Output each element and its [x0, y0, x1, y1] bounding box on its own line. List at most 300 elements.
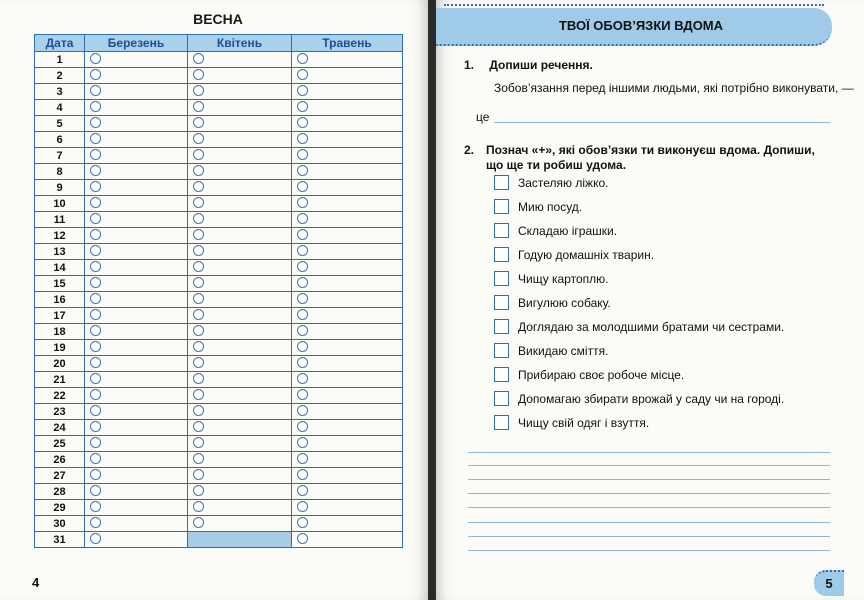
mark-circle-icon[interactable]	[193, 453, 204, 464]
mark-circle-icon[interactable]	[297, 213, 308, 224]
calendar-cell-march[interactable]	[85, 148, 188, 164]
calendar-cell-may[interactable]	[292, 260, 403, 276]
calendar-cell-april[interactable]	[188, 420, 292, 436]
mark-circle-icon[interactable]	[297, 69, 308, 80]
calendar-cell-may[interactable]	[292, 196, 403, 212]
mark-circle-icon[interactable]	[193, 261, 204, 272]
mark-circle-icon[interactable]	[90, 485, 101, 496]
calendar-cell-april[interactable]	[188, 324, 292, 340]
mark-circle-icon[interactable]	[297, 197, 308, 208]
mark-circle-icon[interactable]	[297, 261, 308, 272]
day-number: 31	[35, 532, 85, 548]
header-date: Дата	[35, 35, 85, 52]
calendar-cell-april[interactable]	[188, 500, 292, 516]
calendar-row	[35, 484, 403, 500]
calendar-cell-march[interactable]	[85, 500, 188, 516]
mark-circle-icon[interactable]	[90, 53, 101, 64]
calendar-cell-march[interactable]	[85, 116, 188, 132]
mark-circle-icon[interactable]	[90, 325, 101, 336]
day-number: 18	[35, 324, 85, 340]
mark-circle-icon[interactable]	[90, 261, 101, 272]
calendar-row	[35, 532, 403, 548]
day-number: 13	[35, 244, 85, 260]
day-number: 23	[35, 404, 85, 420]
mark-circle-icon[interactable]	[297, 277, 308, 288]
day-number: 3	[35, 84, 85, 100]
calendar-row	[35, 148, 403, 164]
mark-circle-icon[interactable]	[90, 437, 101, 448]
mark-circle-icon[interactable]	[193, 245, 204, 256]
calendar-row	[35, 244, 403, 260]
calendar-cell-may[interactable]	[292, 68, 403, 84]
calendar-cell-may[interactable]	[292, 148, 403, 164]
day-number: 27	[35, 468, 85, 484]
mark-circle-icon[interactable]	[90, 85, 101, 96]
answer-line[interactable]	[468, 522, 830, 523]
mark-circle-icon[interactable]	[297, 85, 308, 96]
day-number: 8	[35, 164, 85, 180]
calendar-cell-march[interactable]	[85, 196, 188, 212]
mark-circle-icon[interactable]	[297, 133, 308, 144]
day-number: 20	[35, 356, 85, 372]
duty-label: Мию посуд.	[518, 200, 583, 214]
mark-circle-icon[interactable]	[297, 53, 308, 64]
calendar-cell-april[interactable]	[188, 116, 292, 132]
mark-circle-icon[interactable]	[297, 245, 308, 256]
calendar-cell-april[interactable]	[188, 100, 292, 116]
mark-circle-icon[interactable]	[90, 181, 101, 192]
mark-circle-icon[interactable]	[90, 277, 101, 288]
answer-line[interactable]	[468, 507, 830, 508]
mark-circle-icon[interactable]	[90, 421, 101, 432]
day-number: 19	[35, 340, 85, 356]
calendar-cell-march[interactable]	[85, 180, 188, 196]
calendar-cell-april[interactable]	[188, 228, 292, 244]
mark-circle-icon[interactable]	[193, 517, 204, 528]
calendar-cell-may[interactable]	[292, 132, 403, 148]
calendar-cell-march[interactable]	[85, 468, 188, 484]
calendar-cell-april[interactable]	[188, 484, 292, 500]
day-number: 16	[35, 292, 85, 308]
calendar-cell-march[interactable]	[85, 292, 188, 308]
right-page	[436, 0, 864, 600]
mark-circle-icon[interactable]	[297, 149, 308, 160]
mark-circle-icon[interactable]	[193, 101, 204, 112]
page-number-right: 5	[814, 570, 844, 596]
mark-circle-icon[interactable]	[297, 389, 308, 400]
task-1-sentence: Зобов’язання перед іншими людьми, які потрібно виконувати, —	[494, 81, 854, 95]
mark-circle-icon[interactable]	[297, 437, 308, 448]
mark-circle-icon[interactable]	[297, 293, 308, 304]
day-number: 6	[35, 132, 85, 148]
calendar-cell-may[interactable]	[292, 532, 403, 548]
mark-circle-icon[interactable]	[193, 405, 204, 416]
calendar-row	[35, 388, 403, 404]
mark-circle-icon[interactable]	[297, 341, 308, 352]
calendar-cell-april[interactable]	[188, 148, 292, 164]
calendar-cell-march[interactable]	[85, 420, 188, 436]
mark-circle-icon[interactable]	[193, 53, 204, 64]
duty-label: Доглядаю за молодшими братами чи сестрами.	[518, 320, 785, 334]
mark-circle-icon[interactable]	[297, 165, 308, 176]
mark-circle-icon[interactable]	[297, 469, 308, 480]
mark-circle-icon[interactable]	[297, 405, 308, 416]
mark-circle-icon[interactable]	[193, 293, 204, 304]
calendar-cell-march[interactable]	[85, 516, 188, 532]
calendar-cell-may[interactable]	[292, 324, 403, 340]
mark-circle-icon[interactable]	[193, 117, 204, 128]
mark-circle-icon[interactable]	[297, 309, 308, 320]
calendar-cell-may[interactable]	[292, 84, 403, 100]
mark-circle-icon[interactable]	[90, 229, 101, 240]
calendar-cell-may[interactable]	[292, 116, 403, 132]
mark-circle-icon[interactable]	[90, 341, 101, 352]
calendar-cell-may[interactable]	[292, 356, 403, 372]
calendar-cell-april[interactable]	[188, 196, 292, 212]
day-number: 14	[35, 260, 85, 276]
calendar-cell-may[interactable]	[292, 212, 403, 228]
calendar-cell-april[interactable]	[188, 292, 292, 308]
duty-label: Допомагаю збирати врожай у саду чи на городі.	[518, 392, 785, 406]
duty-label: Чищу свій одяг і взуття.	[518, 416, 650, 430]
calendar-row	[35, 260, 403, 276]
left-page	[0, 0, 428, 600]
day-number: 26	[35, 452, 85, 468]
calendar-cell-march[interactable]	[85, 436, 188, 452]
mark-circle-icon[interactable]	[90, 197, 101, 208]
calendar-row	[35, 212, 403, 228]
calendar-cell-march[interactable]	[85, 484, 188, 500]
calendar-cell-march[interactable]	[85, 356, 188, 372]
calendar-cell-march[interactable]	[85, 452, 188, 468]
mark-circle-icon[interactable]	[90, 469, 101, 480]
mark-circle-icon[interactable]	[193, 149, 204, 160]
calendar-cell-march[interactable]	[85, 228, 188, 244]
duty-checkbox[interactable]	[494, 415, 509, 430]
mark-circle-icon[interactable]	[90, 373, 101, 384]
spring-calendar-table	[34, 34, 403, 548]
answer-line[interactable]	[468, 479, 830, 480]
calendar-cell-may[interactable]	[292, 516, 403, 532]
calendar-row	[35, 276, 403, 292]
mark-circle-icon[interactable]	[297, 229, 308, 240]
mark-circle-icon[interactable]	[193, 133, 204, 144]
calendar-cell-unavailable	[188, 532, 292, 548]
mark-circle-icon[interactable]	[90, 357, 101, 368]
day-number: 15	[35, 276, 85, 292]
mark-circle-icon[interactable]	[90, 165, 101, 176]
mark-circle-icon[interactable]	[193, 421, 204, 432]
duty-checkbox[interactable]	[494, 343, 509, 358]
calendar-cell-march[interactable]	[85, 388, 188, 404]
duty-label: Викидаю сміття.	[518, 344, 609, 358]
calendar-cell-may[interactable]	[292, 404, 403, 420]
duty-checkbox[interactable]	[494, 247, 509, 262]
calendar-cell-march[interactable]	[85, 212, 188, 228]
answer-line[interactable]	[468, 452, 830, 453]
calendar-cell-may[interactable]	[292, 308, 403, 324]
calendar-cell-march[interactable]	[85, 532, 188, 548]
mark-circle-icon[interactable]	[193, 325, 204, 336]
answer-line[interactable]	[468, 550, 830, 551]
calendar-row	[35, 372, 403, 388]
mark-circle-icon[interactable]	[297, 117, 308, 128]
calendar-cell-march[interactable]	[85, 260, 188, 276]
calendar-cell-march[interactable]	[85, 404, 188, 420]
duty-label: Вигулюю собаку.	[518, 296, 611, 310]
calendar-cell-april[interactable]	[188, 212, 292, 228]
calendar-cell-march[interactable]	[85, 52, 188, 68]
day-number: 4	[35, 100, 85, 116]
calendar-cell-may[interactable]	[292, 52, 403, 68]
calendar-row	[35, 516, 403, 532]
calendar-row	[35, 500, 403, 516]
calendar-cell-april[interactable]	[188, 340, 292, 356]
header-may: Травень	[292, 35, 403, 52]
task-1-answer-line[interactable]	[494, 122, 830, 123]
answer-line[interactable]	[468, 493, 830, 494]
calendar-row	[35, 420, 403, 436]
duty-label: Годую домашніх тварин.	[518, 248, 655, 262]
mark-circle-icon[interactable]	[297, 501, 308, 512]
mark-circle-icon[interactable]	[297, 373, 308, 384]
calendar-cell-april[interactable]	[188, 308, 292, 324]
day-number: 28	[35, 484, 85, 500]
header-april: Квітень	[188, 35, 292, 52]
day-number: 9	[35, 180, 85, 196]
calendar-cell-april[interactable]	[188, 276, 292, 292]
mark-circle-icon[interactable]	[193, 229, 204, 240]
mark-circle-icon[interactable]	[297, 533, 308, 544]
calendar-cell-may[interactable]	[292, 436, 403, 452]
mark-circle-icon[interactable]	[193, 389, 204, 400]
day-number: 30	[35, 516, 85, 532]
day-number: 7	[35, 148, 85, 164]
mark-circle-icon[interactable]	[90, 133, 101, 144]
calendar-cell-may[interactable]	[292, 244, 403, 260]
mark-circle-icon[interactable]	[297, 421, 308, 432]
mark-circle-icon[interactable]	[193, 197, 204, 208]
calendar-cell-april[interactable]	[188, 68, 292, 84]
calendar-cell-april[interactable]	[188, 132, 292, 148]
calendar-cell-march[interactable]	[85, 164, 188, 180]
calendar-cell-april[interactable]	[188, 244, 292, 260]
answer-line[interactable]	[468, 465, 830, 466]
day-number: 1	[35, 52, 85, 68]
calendar-cell-may[interactable]	[292, 164, 403, 180]
calendar-cell-march[interactable]	[85, 84, 188, 100]
mark-circle-icon[interactable]	[90, 389, 101, 400]
day-number: 2	[35, 68, 85, 84]
mark-circle-icon[interactable]	[90, 405, 101, 416]
duty-label: Прибираю своє робоче місце.	[518, 368, 685, 382]
duty-checkbox[interactable]	[494, 367, 509, 382]
calendar-cell-april[interactable]	[188, 260, 292, 276]
page-number-left: 4	[32, 575, 40, 590]
day-number: 10	[35, 196, 85, 212]
calendar-cell-april[interactable]	[188, 436, 292, 452]
day-number: 21	[35, 372, 85, 388]
answer-line[interactable]	[468, 536, 830, 537]
calendar-row	[35, 356, 403, 372]
duty-checkbox[interactable]	[494, 223, 509, 238]
calendar-cell-april[interactable]	[188, 388, 292, 404]
calendar-body	[35, 52, 403, 548]
mark-circle-icon[interactable]	[193, 341, 204, 352]
mark-circle-icon[interactable]	[193, 309, 204, 320]
calendar-cell-march[interactable]	[85, 372, 188, 388]
calendar-row	[35, 452, 403, 468]
mark-circle-icon[interactable]	[90, 533, 101, 544]
mark-circle-icon[interactable]	[297, 357, 308, 368]
duty-checkbox[interactable]	[494, 175, 509, 190]
mark-circle-icon[interactable]	[193, 357, 204, 368]
mark-circle-icon[interactable]	[193, 469, 204, 480]
mark-circle-icon[interactable]	[193, 85, 204, 96]
mark-circle-icon[interactable]	[90, 453, 101, 464]
calendar-cell-may[interactable]	[292, 340, 403, 356]
mark-circle-icon[interactable]	[90, 293, 101, 304]
calendar-cell-april[interactable]	[188, 404, 292, 420]
mark-circle-icon[interactable]	[90, 213, 101, 224]
calendar-cell-march[interactable]	[85, 308, 188, 324]
mark-circle-icon[interactable]	[193, 501, 204, 512]
mark-circle-icon[interactable]	[193, 373, 204, 384]
calendar-cell-may[interactable]	[292, 468, 403, 484]
day-number: 17	[35, 308, 85, 324]
calendar-cell-may[interactable]	[292, 180, 403, 196]
mark-circle-icon[interactable]	[90, 501, 101, 512]
day-number: 24	[35, 420, 85, 436]
duty-label: Застеляю ліжко.	[518, 176, 609, 190]
task-1-instruction: Допиши речення.	[489, 58, 593, 72]
calendar-cell-may[interactable]	[292, 292, 403, 308]
mark-circle-icon[interactable]	[90, 101, 101, 112]
task-2-number: 2.	[464, 143, 475, 157]
calendar-cell-march[interactable]	[85, 132, 188, 148]
calendar-cell-april[interactable]	[188, 452, 292, 468]
duty-checkbox[interactable]	[494, 271, 509, 286]
header-dots	[444, 4, 824, 6]
calendar-cell-may[interactable]	[292, 228, 403, 244]
mark-circle-icon[interactable]	[90, 149, 101, 160]
mark-circle-icon[interactable]	[193, 437, 204, 448]
calendar-cell-may[interactable]	[292, 484, 403, 500]
calendar-cell-may[interactable]	[292, 276, 403, 292]
task-2	[464, 143, 834, 173]
calendar-row	[35, 52, 403, 68]
calendar-cell-may[interactable]	[292, 452, 403, 468]
calendar-cell-april[interactable]	[188, 516, 292, 532]
calendar-row	[35, 164, 403, 180]
calendar-cell-may[interactable]	[292, 388, 403, 404]
calendar-cell-may[interactable]	[292, 372, 403, 388]
calendar-cell-april[interactable]	[188, 468, 292, 484]
calendar-row	[35, 404, 403, 420]
day-number: 11	[35, 212, 85, 228]
duty-checkbox[interactable]	[494, 199, 509, 214]
mark-circle-icon[interactable]	[90, 117, 101, 128]
calendar-row	[35, 228, 403, 244]
mark-circle-icon[interactable]	[297, 485, 308, 496]
mark-circle-icon[interactable]	[90, 69, 101, 80]
calendar-row	[35, 100, 403, 116]
task-2-instruction: Познач «+», які обов’язки ти виконуєш вдома. Допиши, що ще ти робиш удома.	[486, 143, 815, 172]
calendar-cell-april[interactable]	[188, 84, 292, 100]
calendar-cell-may[interactable]	[292, 500, 403, 516]
mark-circle-icon[interactable]	[193, 69, 204, 80]
mark-circle-icon[interactable]	[193, 485, 204, 496]
day-number: 22	[35, 388, 85, 404]
day-number: 5	[35, 116, 85, 132]
mark-circle-icon[interactable]	[297, 453, 308, 464]
header-march: Березень	[85, 35, 188, 52]
spring-title: ВЕСНА	[193, 11, 243, 27]
calendar-cell-may[interactable]	[292, 100, 403, 116]
calendar-cell-march[interactable]	[85, 324, 188, 340]
calendar-row	[35, 132, 403, 148]
calendar-row	[35, 68, 403, 84]
mark-circle-icon[interactable]	[297, 101, 308, 112]
day-number: 12	[35, 228, 85, 244]
calendar-cell-april[interactable]	[188, 356, 292, 372]
mark-circle-icon[interactable]	[193, 181, 204, 192]
day-number: 29	[35, 500, 85, 516]
calendar-row	[35, 468, 403, 484]
mark-circle-icon[interactable]	[297, 325, 308, 336]
mark-circle-icon[interactable]	[90, 245, 101, 256]
calendar-cell-april[interactable]	[188, 164, 292, 180]
task-1-number: 1.	[464, 58, 475, 72]
calendar-row	[35, 116, 403, 132]
calendar-cell-april[interactable]	[188, 52, 292, 68]
calendar-row	[35, 436, 403, 452]
duty-label: Складаю іграшки.	[518, 224, 618, 238]
duty-checkbox[interactable]	[494, 391, 509, 406]
calendar-cell-may[interactable]	[292, 420, 403, 436]
mark-circle-icon[interactable]	[193, 165, 204, 176]
mark-circle-icon[interactable]	[193, 277, 204, 288]
task-1	[464, 58, 593, 72]
calendar-row	[35, 84, 403, 100]
calendar-cell-march[interactable]	[85, 68, 188, 84]
mark-circle-icon[interactable]	[297, 181, 308, 192]
calendar-cell-march[interactable]	[85, 340, 188, 356]
calendar-header-row	[35, 35, 403, 52]
day-number: 25	[35, 436, 85, 452]
duty-checkbox[interactable]	[494, 319, 509, 334]
calendar-cell-march[interactable]	[85, 276, 188, 292]
duty-label: Чищу картоплю.	[518, 272, 609, 286]
calendar-cell-april[interactable]	[188, 180, 292, 196]
calendar-row	[35, 340, 403, 356]
calendar-row	[35, 308, 403, 324]
mark-circle-icon[interactable]	[90, 517, 101, 528]
calendar-cell-april[interactable]	[188, 372, 292, 388]
mark-circle-icon[interactable]	[90, 309, 101, 320]
calendar-cell-march[interactable]	[85, 100, 188, 116]
task-1-sentence-continuation: це	[476, 110, 490, 124]
duty-checkbox[interactable]	[494, 295, 509, 310]
mark-circle-icon[interactable]	[297, 517, 308, 528]
calendar-row	[35, 324, 403, 340]
calendar-row	[35, 196, 403, 212]
calendar-row	[35, 180, 403, 196]
calendar-row	[35, 292, 403, 308]
calendar-cell-march[interactable]	[85, 244, 188, 260]
page-title: ТВОЇ ОБОВ’ЯЗКИ ВДОМА	[558, 18, 724, 33]
mark-circle-icon[interactable]	[193, 213, 204, 224]
